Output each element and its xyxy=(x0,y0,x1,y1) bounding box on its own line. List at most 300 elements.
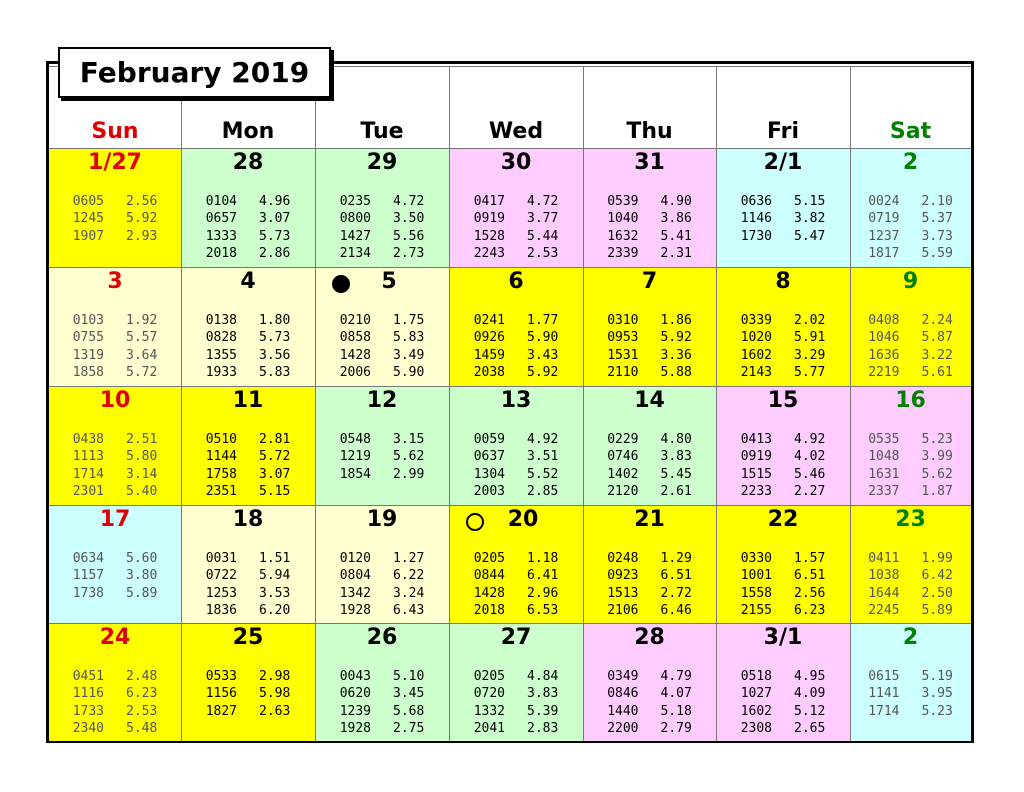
tide-height: 2.61 xyxy=(660,483,692,499)
tide-time: 2110 xyxy=(607,364,639,380)
tide-row xyxy=(716,550,850,567)
tide-time: 1304 xyxy=(473,466,505,482)
tide-height: 3.07 xyxy=(259,211,291,227)
tide-row xyxy=(583,210,716,227)
day-cell xyxy=(315,267,449,386)
tide-list xyxy=(181,550,315,619)
tide-row xyxy=(850,228,971,245)
tide-row xyxy=(850,347,971,364)
tide-height: 4.72 xyxy=(527,194,559,209)
tide-row xyxy=(315,602,449,619)
tide-row xyxy=(315,567,449,584)
tide-row xyxy=(716,668,850,685)
tide-row xyxy=(315,364,449,381)
day-number: 2 xyxy=(902,150,919,175)
tide-time: 1928 xyxy=(339,602,371,618)
tide-time: 1836 xyxy=(205,602,237,618)
tide-height: 3.45 xyxy=(393,686,425,702)
tide-height: 2.10 xyxy=(921,194,953,209)
tide-height: 4.92 xyxy=(794,432,826,447)
tide-height: 5.10 xyxy=(393,669,425,684)
tide-time: 0720 xyxy=(473,686,505,702)
day-cell xyxy=(49,267,181,386)
tide-list xyxy=(49,312,181,381)
day-cell xyxy=(583,148,716,267)
tide-list xyxy=(449,431,583,500)
tide-time: 2041 xyxy=(473,720,505,736)
tide-row xyxy=(449,483,583,500)
tide-height: 3.56 xyxy=(259,347,291,363)
day-number: 9 xyxy=(902,269,919,294)
day-name-tue: Tue xyxy=(360,119,404,144)
tide-row xyxy=(315,585,449,602)
day-number: 3/1 xyxy=(763,625,803,650)
tide-time: 1854 xyxy=(339,466,371,482)
tide-time: 1239 xyxy=(339,703,371,719)
tide-list xyxy=(181,193,315,262)
tide-row xyxy=(850,550,971,567)
tide-row xyxy=(181,585,315,602)
tide-time: 1738 xyxy=(72,585,104,601)
tide-row xyxy=(181,602,315,619)
day-number: 11 xyxy=(232,388,264,413)
tide-row xyxy=(449,567,583,584)
tide-height: 4.80 xyxy=(660,432,692,447)
tide-height: 5.45 xyxy=(660,466,692,482)
tide-height: 3.43 xyxy=(527,347,559,363)
tide-height: 6.22 xyxy=(393,568,425,584)
tide-list xyxy=(315,550,449,619)
day-cell xyxy=(181,267,315,386)
tide-time: 0103 xyxy=(72,313,104,328)
tide-time: 0533 xyxy=(205,669,237,684)
tide-height: 5.44 xyxy=(527,228,559,244)
day-number: 3 xyxy=(107,269,123,294)
tide-row xyxy=(449,228,583,245)
tide-height: 5.19 xyxy=(921,669,953,684)
tide-time: 1730 xyxy=(740,228,772,244)
tide-height: 2.65 xyxy=(794,720,826,736)
tide-list xyxy=(181,312,315,381)
tide-time: 1459 xyxy=(473,347,505,363)
day-name-sat: Sat xyxy=(889,119,932,144)
tide-height: 2.85 xyxy=(527,483,559,499)
tide-row xyxy=(315,228,449,245)
day-number: 21 xyxy=(634,507,665,532)
tide-time: 1428 xyxy=(339,347,371,363)
tide-row xyxy=(716,703,850,720)
tide-height: 5.15 xyxy=(259,483,291,499)
day-cell xyxy=(315,505,449,623)
tide-height: 2.53 xyxy=(126,703,158,719)
tide-height: 4.09 xyxy=(794,686,826,702)
tide-row xyxy=(716,431,850,448)
day-cell xyxy=(49,505,181,623)
tide-time: 0605 xyxy=(72,194,104,209)
day-cell xyxy=(716,386,850,505)
tide-list xyxy=(850,668,971,720)
tide-time: 0451 xyxy=(72,669,104,684)
day-number: 10 xyxy=(99,388,131,413)
tide-height: 3.53 xyxy=(259,585,291,601)
tide-time: 0539 xyxy=(607,194,639,209)
tide-row xyxy=(583,685,716,702)
tide-height: 2.79 xyxy=(660,720,692,736)
tide-time: 1928 xyxy=(339,720,371,736)
day-cell xyxy=(315,148,449,267)
tide-height: 1.29 xyxy=(660,551,692,566)
tide-row xyxy=(449,448,583,465)
day-cell xyxy=(583,267,716,386)
tide-height: 5.56 xyxy=(393,228,425,244)
tide-time: 1113 xyxy=(72,449,104,465)
tide-list xyxy=(315,431,449,483)
tide-time: 1427 xyxy=(339,228,371,244)
tide-row xyxy=(850,210,971,227)
tide-time: 0120 xyxy=(339,551,371,566)
tide-time: 0634 xyxy=(72,551,104,566)
tide-time: 0548 xyxy=(339,432,371,447)
tide-height: 5.23 xyxy=(921,432,953,447)
tide-time: 1531 xyxy=(607,347,639,363)
tide-height: 6.46 xyxy=(660,602,692,618)
tide-time: 0846 xyxy=(607,686,639,702)
tide-list xyxy=(449,193,583,262)
tide-time: 1827 xyxy=(205,703,237,719)
tide-height: 5.52 xyxy=(527,466,559,482)
tide-time: 0417 xyxy=(473,194,505,209)
tide-time: 0858 xyxy=(339,330,371,346)
tide-row xyxy=(49,329,181,346)
day-cell xyxy=(49,148,181,267)
tide-row xyxy=(850,364,971,381)
tide-time: 0408 xyxy=(868,313,900,328)
tide-row xyxy=(716,329,850,346)
day-name-mon: Mon xyxy=(221,119,275,144)
tide-time: 2018 xyxy=(205,245,237,261)
tide-row xyxy=(315,466,449,483)
day-cell xyxy=(181,623,315,741)
tide-time: 1253 xyxy=(205,585,237,601)
day-number: 1/27 xyxy=(88,150,142,175)
day-number: 7 xyxy=(641,269,658,294)
tide-row xyxy=(850,431,971,448)
tide-time: 1355 xyxy=(205,347,237,363)
day-name-wed: Wed xyxy=(488,119,544,144)
tide-row xyxy=(716,685,850,702)
tide-height: 2.96 xyxy=(527,585,559,601)
tide-row xyxy=(583,245,716,262)
tide-row xyxy=(181,567,315,584)
tide-time: 0518 xyxy=(740,669,772,684)
tide-height: 3.83 xyxy=(660,449,692,465)
tide-height: 5.68 xyxy=(393,703,425,719)
tide-time: 2233 xyxy=(740,483,772,499)
tide-height: 2.93 xyxy=(126,228,158,244)
tide-time: 1817 xyxy=(868,245,900,261)
tide-row xyxy=(49,550,181,567)
tide-row xyxy=(850,483,971,500)
tide-time: 1046 xyxy=(868,330,900,346)
tide-time: 1515 xyxy=(740,466,772,482)
tide-time: 2340 xyxy=(72,720,104,736)
tide-height: 5.60 xyxy=(126,551,158,566)
tide-height: 6.51 xyxy=(660,568,692,584)
tide-time: 1001 xyxy=(740,568,772,584)
day-cell xyxy=(449,505,583,623)
tide-height: 3.83 xyxy=(527,686,559,702)
tide-row xyxy=(49,312,181,329)
tide-time: 0719 xyxy=(868,211,900,227)
day-number: 27 xyxy=(500,625,532,650)
tide-time: 0535 xyxy=(868,432,900,447)
tide-time: 0620 xyxy=(339,686,371,702)
tide-time: 1144 xyxy=(205,449,237,465)
tide-height: 4.92 xyxy=(527,432,559,447)
day-number: 26 xyxy=(366,625,398,650)
tide-height: 2.24 xyxy=(921,313,953,328)
tide-height: 3.50 xyxy=(393,211,425,227)
tide-row xyxy=(716,448,850,465)
tide-height: 5.83 xyxy=(393,330,425,346)
tide-height: 3.07 xyxy=(259,466,291,482)
tide-height: 5.91 xyxy=(794,330,826,346)
tide-height: 2.86 xyxy=(259,245,291,261)
tide-time: 2351 xyxy=(205,483,237,499)
tide-row xyxy=(449,347,583,364)
tide-time: 0411 xyxy=(868,551,900,566)
tide-height: 5.18 xyxy=(660,703,692,719)
tide-height: 3.80 xyxy=(126,568,158,584)
tide-height: 3.51 xyxy=(527,449,559,465)
tide-height: 5.88 xyxy=(660,364,692,380)
day-name-fri: Fri xyxy=(766,119,799,144)
tide-height: 3.49 xyxy=(393,347,425,363)
tide-height: 6.20 xyxy=(259,602,291,618)
tide-row xyxy=(583,347,716,364)
tide-height: 2.63 xyxy=(259,703,291,719)
tide-time: 0828 xyxy=(205,330,237,346)
tide-row xyxy=(315,210,449,227)
tide-time: 0923 xyxy=(607,568,639,584)
day-number: 14 xyxy=(634,388,665,413)
tide-time: 1332 xyxy=(473,703,505,719)
grid-horizontal-line xyxy=(49,267,971,268)
tide-row xyxy=(315,685,449,702)
tide-list xyxy=(850,312,971,381)
tide-time: 0755 xyxy=(72,330,104,346)
tide-height: 5.77 xyxy=(794,364,826,380)
day-number: 13 xyxy=(500,388,532,413)
tide-row xyxy=(315,550,449,567)
tide-row xyxy=(49,431,181,448)
tide-height: 5.62 xyxy=(921,466,953,482)
tide-height: 2.51 xyxy=(126,432,158,447)
tide-row xyxy=(716,210,850,227)
tide-time: 1146 xyxy=(740,211,772,227)
tide-time: 2018 xyxy=(473,602,505,618)
tide-time: 1714 xyxy=(868,703,900,719)
tide-height: 2.75 xyxy=(393,720,425,736)
day-cell xyxy=(583,505,716,623)
day-number: 6 xyxy=(508,269,524,294)
tide-height: 1.51 xyxy=(259,551,291,566)
tide-height: 5.73 xyxy=(259,228,291,244)
tide-row xyxy=(49,210,181,227)
day-cell xyxy=(850,267,971,386)
tide-height: 5.39 xyxy=(527,703,559,719)
tide-height: 1.87 xyxy=(921,483,953,499)
tide-height: 3.64 xyxy=(126,347,158,363)
tide-list xyxy=(49,668,181,737)
tide-time: 1038 xyxy=(868,568,900,584)
tide-time: 0229 xyxy=(607,432,639,447)
tide-time: 0339 xyxy=(740,313,772,328)
tide-time: 1644 xyxy=(868,585,900,601)
day-number: 22 xyxy=(767,507,799,532)
tide-row xyxy=(181,210,315,227)
tide-row xyxy=(315,431,449,448)
tide-time: 1858 xyxy=(72,364,104,380)
tide-height: 3.77 xyxy=(527,211,559,227)
grid-horizontal-line xyxy=(49,505,971,506)
tide-time: 1333 xyxy=(205,228,237,244)
tide-height: 5.83 xyxy=(259,364,291,380)
tide-height: 2.02 xyxy=(794,313,826,328)
grid-horizontal-line xyxy=(49,623,971,624)
tide-row xyxy=(850,448,971,465)
tide-row xyxy=(49,720,181,737)
tide-height: 4.07 xyxy=(660,686,692,702)
tide-list xyxy=(716,193,850,245)
tide-height: 2.83 xyxy=(527,720,559,736)
tide-time: 2339 xyxy=(607,245,639,261)
day-cell xyxy=(583,386,716,505)
tide-row xyxy=(49,364,181,381)
tide-time: 2301 xyxy=(72,483,104,499)
tide-row xyxy=(315,668,449,685)
tide-row xyxy=(583,329,716,346)
grid-vertical-line xyxy=(315,67,316,741)
tide-time: 1907 xyxy=(72,228,104,244)
tide-row xyxy=(449,685,583,702)
tide-row xyxy=(181,685,315,702)
tide-row xyxy=(716,602,850,619)
tide-list xyxy=(716,550,850,619)
new-moon-icon xyxy=(332,275,350,293)
day-cell xyxy=(315,386,449,505)
tide-row xyxy=(449,703,583,720)
tide-row xyxy=(181,193,315,210)
tide-time: 2120 xyxy=(607,483,639,499)
tide-height: 6.23 xyxy=(794,602,826,618)
tide-time: 1219 xyxy=(339,449,371,465)
tide-time: 1632 xyxy=(607,228,639,244)
tide-list xyxy=(315,668,449,737)
tide-height: 4.02 xyxy=(794,449,826,465)
tide-row xyxy=(181,448,315,465)
tide-time: 1245 xyxy=(72,211,104,227)
tide-height: 2.81 xyxy=(259,432,291,447)
tide-height: 6.23 xyxy=(126,686,158,702)
tide-height: 5.98 xyxy=(259,686,291,702)
day-number: 5 xyxy=(381,269,397,294)
tide-height: 1.86 xyxy=(660,313,692,328)
tide-height: 5.15 xyxy=(794,194,826,209)
day-cell xyxy=(850,623,971,741)
day-number: 2 xyxy=(902,625,919,650)
tide-row xyxy=(583,228,716,245)
tide-row xyxy=(449,329,583,346)
tide-time: 1048 xyxy=(868,449,900,465)
tide-row xyxy=(315,703,449,720)
tide-row xyxy=(850,602,971,619)
day-cell xyxy=(181,386,315,505)
tide-time: 0919 xyxy=(473,211,505,227)
tide-height: 3.82 xyxy=(794,211,826,227)
day-cell xyxy=(449,267,583,386)
tide-row xyxy=(583,448,716,465)
day-cell xyxy=(850,386,971,505)
day-cell xyxy=(850,505,971,623)
tide-height: 5.12 xyxy=(794,703,826,719)
day-name-sun: Sun xyxy=(91,119,139,144)
day-cell xyxy=(716,148,850,267)
tide-row xyxy=(449,720,583,737)
tide-time: 1933 xyxy=(205,364,237,380)
tide-time: 1040 xyxy=(607,211,639,227)
tide-height: 5.92 xyxy=(126,211,158,227)
tide-time: 0722 xyxy=(205,568,237,584)
tide-time: 1733 xyxy=(72,703,104,719)
tide-time: 1440 xyxy=(607,703,639,719)
tide-row xyxy=(181,483,315,500)
tide-row xyxy=(315,448,449,465)
tide-height: 5.41 xyxy=(660,228,692,244)
tide-height: 6.51 xyxy=(794,568,826,584)
day-cell xyxy=(716,505,850,623)
tide-time: 2245 xyxy=(868,602,900,618)
tide-height: 3.95 xyxy=(921,686,953,702)
tide-time: 0919 xyxy=(740,449,772,465)
tide-height: 5.57 xyxy=(126,330,158,346)
tide-row xyxy=(583,364,716,381)
tide-row xyxy=(850,245,971,262)
tide-row xyxy=(583,567,716,584)
tide-time: 1636 xyxy=(868,347,900,363)
tide-list xyxy=(181,668,315,720)
tide-height: 4.95 xyxy=(794,669,826,684)
tide-height: 6.43 xyxy=(393,602,425,618)
day-number: 12 xyxy=(366,388,398,413)
tide-height: 4.90 xyxy=(660,194,692,209)
day-number: 17 xyxy=(99,507,131,532)
tide-row xyxy=(850,567,971,584)
tide-list xyxy=(181,431,315,500)
tide-list xyxy=(583,668,716,737)
tide-time: 2337 xyxy=(868,483,900,499)
tide-row xyxy=(315,347,449,364)
tide-row xyxy=(181,668,315,685)
day-cell xyxy=(449,148,583,267)
tide-height: 5.89 xyxy=(126,585,158,601)
tide-row xyxy=(315,245,449,262)
tide-row xyxy=(716,193,850,210)
day-number: 28 xyxy=(634,625,665,650)
tide-row xyxy=(449,585,583,602)
tide-height: 2.72 xyxy=(660,585,692,601)
tide-row xyxy=(181,245,315,262)
